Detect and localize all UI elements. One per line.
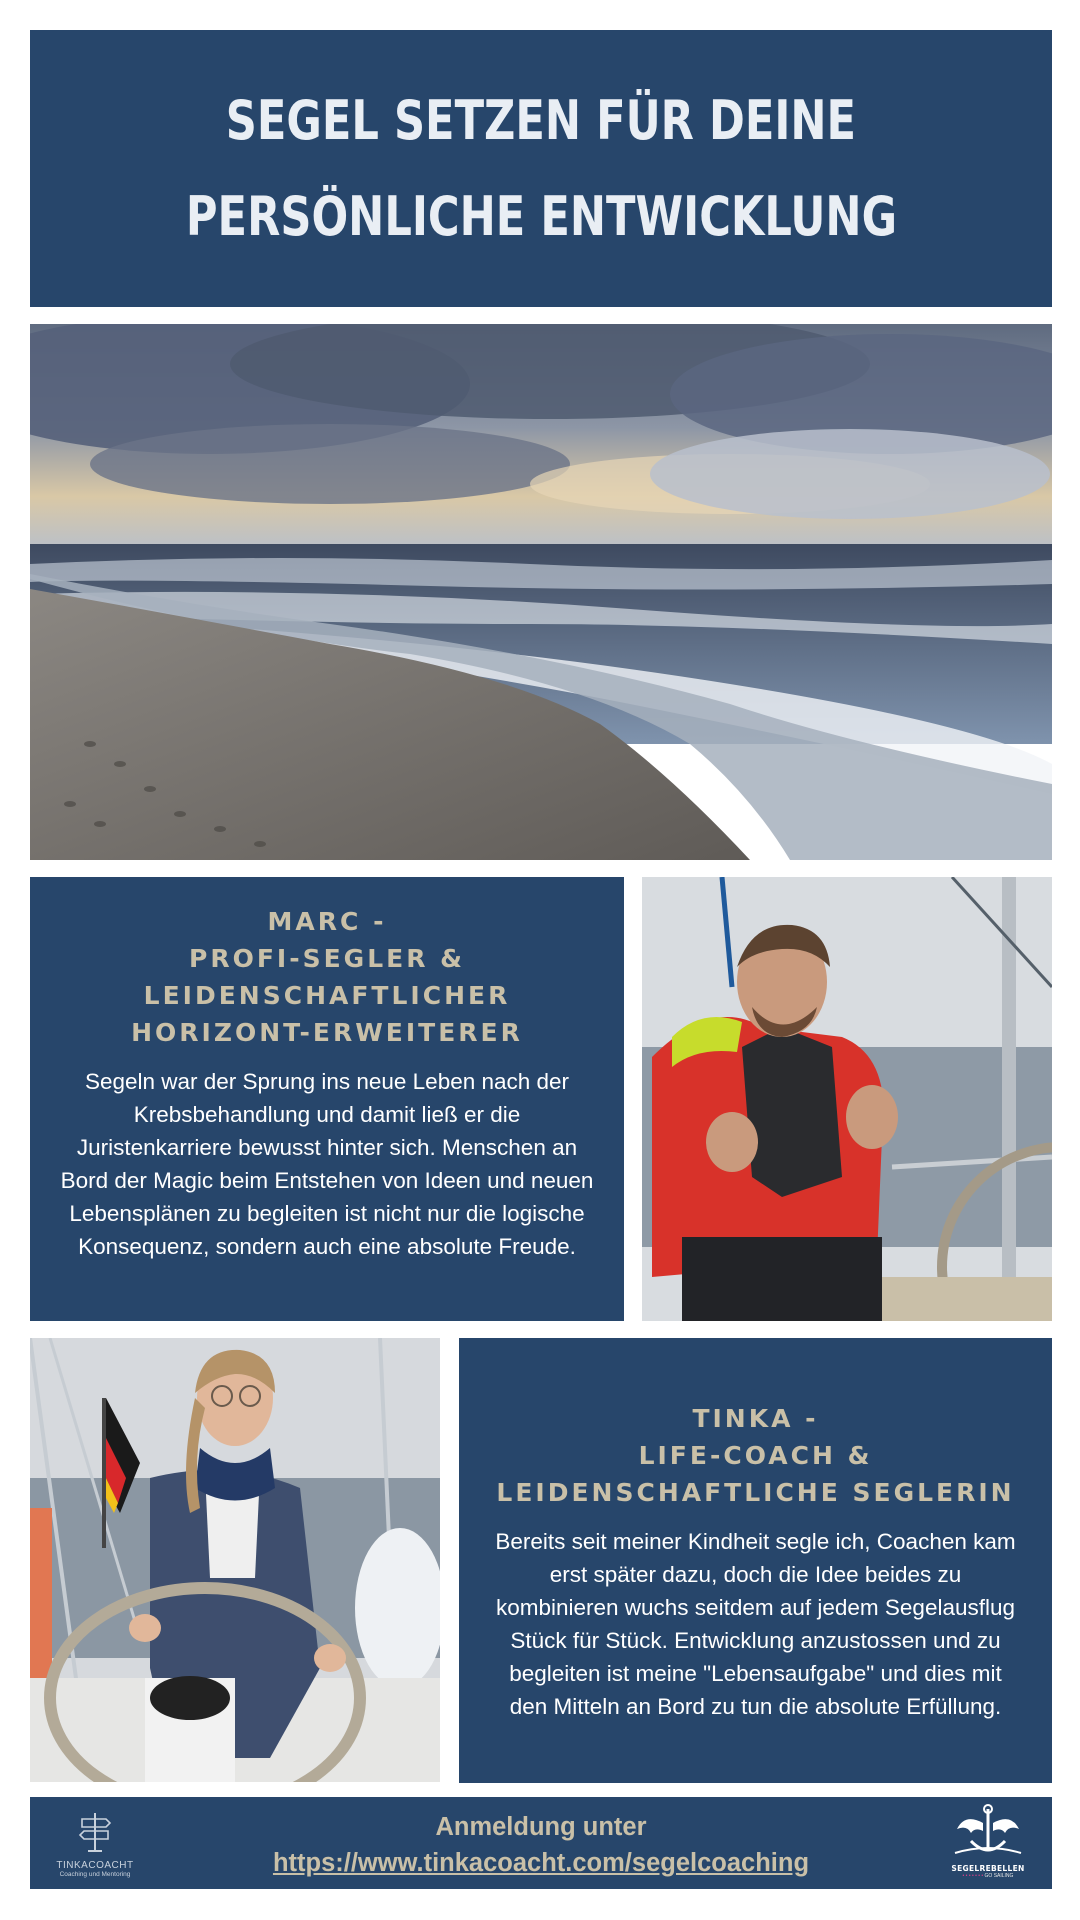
anchor-wings-icon — [953, 1803, 1023, 1859]
tinka-portrait-photo — [30, 1338, 440, 1782]
tinka-description-line: den Mitteln an Bord zu tun die absolute Erfüllung. — [509, 1694, 1002, 1719]
page-title-line-2: PERSÖNLICHE ENTWICKLUNG — [185, 184, 897, 248]
segelrebellen-logo — [940, 1803, 1036, 1883]
marc-description-line: Krebsbehandlung und damit ließ er die — [133, 1102, 521, 1127]
marc-description — [30, 1065, 624, 1263]
logo-right-sub-text: GO SAILING — [984, 1873, 1014, 1879]
signup-label: Anmeldung unter — [435, 1813, 647, 1841]
tinka-description-line: Stück für Stück. Entwicklung anzustossen und zu — [510, 1628, 1001, 1653]
marc-description-line: Juristenkarriere bewusst hinter sich. Menschen an — [76, 1135, 578, 1160]
logo-left-sub: Coaching und Mentoring — [59, 1871, 131, 1878]
tinka-description-line: Bereits seit meiner Kindheit segle ich, Coachen kam — [495, 1529, 1016, 1554]
marc-heading — [30, 903, 624, 1051]
logo-right-name: SEGELREBELLEN — [951, 1864, 1025, 1873]
tinka-heading — [459, 1400, 1052, 1511]
marc-heading-line: HORIZONT-ERWEITERER — [131, 1018, 523, 1047]
tinka-heading-line: LIFE-COACH & — [638, 1441, 873, 1470]
marc-description-line: Segeln war der Sprung ins neue Leben nach der — [84, 1069, 570, 1094]
tinka-description-line: erst später dazu, doch die Idee beides zu — [549, 1562, 962, 1587]
logo-left-name: TINKACOACHT — [56, 1860, 134, 1871]
marc-heading-line: MARC - — [267, 907, 387, 936]
marc-description-line: Konsequenz, sondern auch eine absolute Freude. — [78, 1234, 576, 1259]
marc-portrait-photo — [642, 877, 1052, 1321]
logo-right-sub — [940, 1873, 1036, 1879]
marc-heading-line: LEIDENSCHAFTLICHER — [143, 981, 511, 1010]
page-title-line-1: SEGEL SETZEN FÜR DEINE — [225, 88, 857, 152]
tinka-profile-card — [459, 1338, 1052, 1783]
header-banner — [30, 30, 1052, 307]
logo-right-sub-dots: • • • • • • • — [962, 1873, 984, 1879]
tinka-description-line: begleiten ist meine "Lebensaufgabe" und dies mit — [509, 1661, 1002, 1686]
marc-profile-card — [30, 877, 624, 1321]
beach-waves-photo — [30, 324, 1052, 860]
tinka-heading-line: LEIDENSCHAFTLICHE SEGLERIN — [496, 1478, 1015, 1507]
signup-link[interactable]: https://www.tinkacoacht.com/segelcoaching — [272, 1849, 810, 1877]
tinka-description — [459, 1525, 1052, 1723]
marc-description-line: Bord der Magic beim Entstehen von Ideen und neuen — [60, 1168, 594, 1193]
tinka-description-line: kombinieren wuchs seitdem auf jedem Segelausflug — [495, 1595, 1016, 1620]
footer-banner — [30, 1797, 1052, 1889]
marc-description-line: Lebensplänen zu begleiten ist nicht nur die logische — [69, 1201, 585, 1226]
tinka-heading-line: TINKA - — [692, 1404, 819, 1433]
marc-heading-line: PROFI-SEGLER & — [189, 944, 465, 973]
